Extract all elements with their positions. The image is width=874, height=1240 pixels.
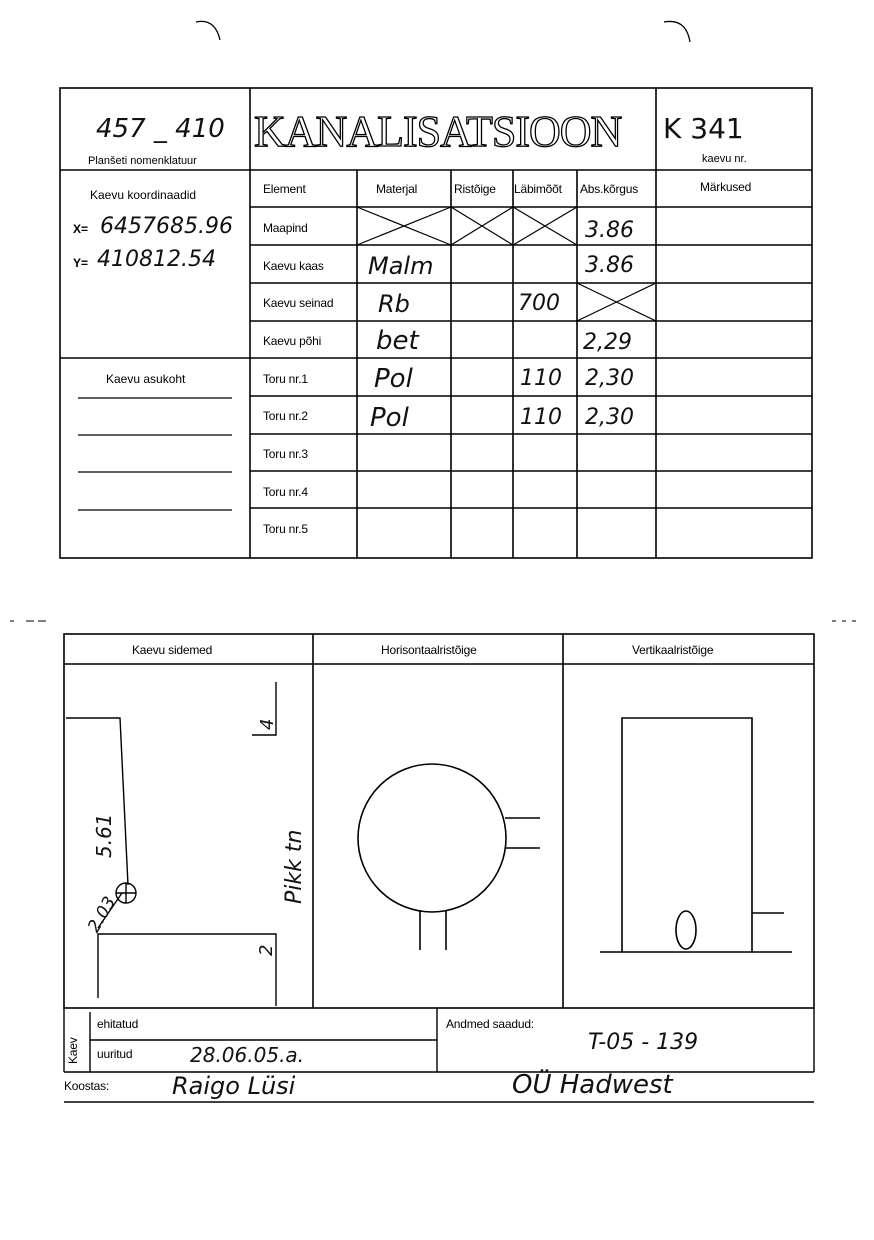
cell-materjal: Pol	[374, 364, 413, 394]
sketch-house-number-top: 4	[257, 718, 278, 730]
koostas-name: Raigo Lüsi	[172, 1072, 296, 1100]
koostas-label: Koostas:	[64, 1079, 110, 1093]
x-label: X=	[73, 222, 89, 236]
uuritud-label: uuritud	[97, 1047, 133, 1061]
row-element: Toru nr.2	[263, 409, 308, 423]
cell-labimoot: 110	[520, 405, 562, 430]
cell-abs-korgus: 2,30	[585, 366, 634, 391]
cell-materjal: Pol	[370, 403, 409, 433]
andmed-saadud-label: Andmed saadud:	[446, 1017, 534, 1031]
cell-abs-korgus: 2,29	[583, 330, 632, 355]
location-label: Kaevu asukoht	[106, 372, 186, 386]
row-element: Toru nr.5	[263, 522, 308, 536]
cell-abs-korgus: 3.86	[585, 218, 634, 243]
form-title: KANALISATSIOON	[254, 107, 622, 156]
x-coordinate-value: 6457685.96	[100, 214, 233, 239]
sketch-distance-2: 2.03	[84, 893, 121, 936]
y-label: Y=	[73, 256, 89, 270]
cell-materjal: Malm	[368, 252, 434, 280]
sketch-street-name: Pikk tn	[282, 829, 307, 904]
uuritud-date: 28.06.05.a.	[190, 1043, 305, 1067]
well-number-label: kaevu nr.	[702, 153, 747, 165]
nomenclature-label: Planšeti nomenklatuur	[88, 155, 197, 167]
row-element: Toru nr.1	[263, 372, 308, 386]
row-element: Maapind	[263, 221, 308, 235]
header-materjal: Materjal	[376, 182, 418, 196]
header-element: Element	[263, 182, 306, 196]
well-number-value: K 341	[663, 112, 744, 145]
sketch-house-number-bottom: 2	[256, 944, 277, 956]
header-markused: Märkused	[700, 180, 752, 194]
row-element: Toru nr.4	[263, 485, 308, 499]
cell-abs-korgus: 2,30	[585, 405, 634, 430]
nomenclature-value: 457 _ 410	[96, 114, 225, 144]
header-ristoige: Ristõige	[454, 182, 496, 196]
row-element: Kaevu kaas	[263, 259, 324, 273]
row-element: Kaevu seinad	[263, 296, 334, 310]
cell-materjal: bet	[376, 326, 419, 356]
cell-labimoot: 110	[520, 366, 562, 391]
cell-abs-korgus: 3.86	[585, 253, 634, 278]
andmed-saadud-value: T-05 - 139	[588, 1030, 699, 1055]
panel-header-horisontaalristoige: Horisontaalristõige	[381, 643, 477, 657]
ehitatud-label: ehitatud	[97, 1017, 139, 1031]
panel-header-kaevu-sidemed: Kaevu sidemed	[132, 643, 213, 657]
row-element: Toru nr.3	[263, 447, 308, 461]
row-element: Kaevu põhi	[263, 334, 322, 348]
cell-materjal: Rb	[378, 290, 410, 318]
y-coordinate-value: 410812.54	[97, 247, 216, 272]
coords-label: Kaevu koordinaadid	[90, 188, 197, 202]
company-name: OÜ Hadwest	[512, 1070, 673, 1100]
cell-labimoot: 700	[518, 291, 560, 316]
sketch-distance-1: 5.61	[92, 813, 116, 858]
header-abs-korgus: Abs.kõrgus	[580, 182, 639, 196]
header-labimoot: Läbimõõt	[514, 182, 562, 196]
kaev-label: Kaev	[66, 1037, 80, 1064]
panel-header-vertikaalristoige: Vertikaalristõige	[632, 643, 714, 657]
